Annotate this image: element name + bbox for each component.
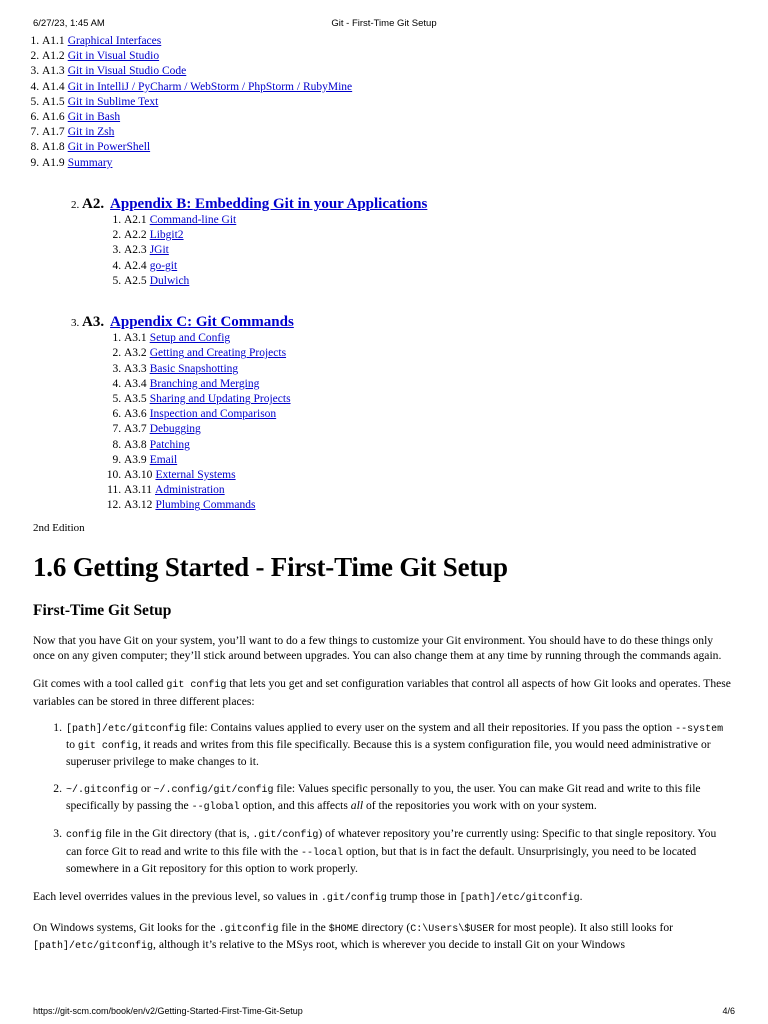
- inline-code: --local: [301, 847, 344, 859]
- toc-c-item-link[interactable]: Sharing and Updating Projects: [149, 393, 291, 406]
- toc-b-item-link[interactable]: Command-line Git: [149, 214, 237, 227]
- inline-code: ~/.config/git/config: [153, 784, 274, 796]
- toc-item: [42, 125, 768, 140]
- text-run: option, and this affects: [239, 799, 351, 813]
- text-run: , although it’s relative to the MSys root, which is wherever you decide to install Git on your Windows: [153, 937, 626, 951]
- toc-c-item-link[interactable]: Inspection and Comparison: [149, 408, 277, 421]
- toc-c-item-number: A3.5: [124, 393, 147, 406]
- toc-c-item-link[interactable]: Getting and Creating Projects: [149, 347, 287, 360]
- inline-code: .gitconfig: [218, 923, 279, 935]
- toc-a-item-number: A1.8: [42, 141, 65, 154]
- toc-c-item-link[interactable]: Email: [149, 453, 178, 466]
- toc-c-item-number: A3.1: [124, 332, 147, 345]
- toc-appendix-a-list: [22, 34, 768, 171]
- toc-major-list-b: [64, 197, 768, 289]
- text-run: ) of whatever repository you’re currently using: Specific to that single repository. You can force Git to read and write to this file with the: [66, 827, 717, 858]
- inline-code: .git/config: [320, 893, 387, 905]
- toc-b-item-number: A2.3: [124, 244, 147, 257]
- inline-code: --global: [191, 802, 240, 814]
- toc-a-item-link[interactable]: Git in IntelliJ / PyCharm / WebStorm / PhpStorm / RubyMine: [67, 80, 353, 93]
- toc-a-item-number: A1.9: [42, 156, 65, 169]
- text-run: option, but that is in fact the default. Unsurprisingly, you need to be located somewhere in a Git repository for this option to work properly.: [66, 844, 697, 875]
- text-run: On Windows systems, Git looks for the: [33, 920, 219, 934]
- toc-major-list-c: [64, 315, 768, 514]
- text-run: of the repositories you work with on your system.: [363, 799, 597, 813]
- toc-a-item-link[interactable]: Git in Bash: [67, 111, 121, 124]
- toc-item: [42, 156, 768, 171]
- toc-item: [124, 377, 768, 392]
- text-run: or: [138, 781, 154, 795]
- toc-c-item-number: A3.7: [124, 423, 147, 436]
- emphasis-text: all: [350, 799, 364, 813]
- toc-major-item-c: [82, 315, 768, 514]
- text-run: file in the: [278, 920, 329, 934]
- toc-item: [124, 483, 768, 498]
- toc-c-item-link[interactable]: Administration: [155, 484, 225, 497]
- toc-item: [124, 468, 768, 483]
- toc-a-item-number: A1.3: [42, 65, 65, 78]
- toc-c-item-link[interactable]: Debugging: [149, 423, 201, 436]
- inline-code: ~/.gitconfig: [66, 784, 139, 796]
- inline-code: [path]/etc/gitconfig: [66, 723, 187, 735]
- text-run: file in the Git directory (that is,: [102, 827, 253, 841]
- toc-b-item-number: A2.4: [124, 259, 147, 272]
- toc-c-link[interactable]: Appendix C: Git Commands: [110, 314, 294, 331]
- section-heading: First-Time Git Setup: [33, 601, 172, 619]
- text-run: .: [579, 890, 583, 904]
- text-run: file: Contains values applied to every user on the system and all their repositories. If you pass the option: [186, 720, 676, 734]
- toc-item: [42, 110, 768, 125]
- para2-inline-code: git config: [166, 680, 227, 692]
- text-run: to: [66, 738, 78, 752]
- toc-item: [42, 95, 768, 110]
- header-title: Git - First-Time Git Setup: [331, 18, 437, 29]
- config-locations-list: [0, 720, 768, 876]
- text-run: for most people). It also still looks for: [494, 920, 673, 934]
- inline-code: [path]/etc/gitconfig: [33, 940, 154, 952]
- page-content: [0, 34, 768, 954]
- toc-item: [42, 49, 768, 64]
- toc-c-item-link[interactable]: Branching and Merging: [149, 377, 260, 390]
- edition-label: 2nd Edition: [33, 521, 85, 534]
- header-timestamp: 6/27/23, 1:45 AM: [33, 18, 105, 29]
- toc-b-item-link[interactable]: Libgit2: [149, 229, 184, 242]
- list-item: [66, 826, 735, 876]
- paragraph-override: [33, 889, 735, 906]
- toc-c-label: [82, 314, 294, 330]
- toc-a-item-link[interactable]: Summary: [67, 156, 113, 169]
- footer-page-number: 4/6: [722, 1006, 735, 1016]
- toc-item: [124, 453, 768, 468]
- paragraph-git-config: [33, 676, 735, 709]
- toc-c-item-link[interactable]: Patching: [149, 438, 190, 451]
- toc-b-link[interactable]: Appendix B: Embedding Git in your Applications: [110, 195, 428, 212]
- toc-item: [124, 392, 768, 407]
- toc-a-item-link[interactable]: Graphical Interfaces: [67, 35, 162, 47]
- inline-code: git config: [77, 741, 138, 753]
- toc-b-item-number: A2.5: [124, 274, 147, 287]
- toc-a-item-link[interactable]: Git in Sublime Text: [67, 95, 159, 108]
- toc-item: [124, 274, 768, 289]
- toc-c-item-number: A3.11: [124, 484, 153, 497]
- toc-b-item-number: A2.2: [124, 229, 147, 242]
- paragraph-windows: [33, 920, 735, 955]
- toc-c-item-number: A3.12: [124, 499, 153, 512]
- toc-c-item-link[interactable]: External Systems: [155, 469, 236, 482]
- toc-item: [124, 498, 768, 513]
- toc-item: [42, 80, 768, 95]
- inline-code: --system: [675, 723, 724, 735]
- toc-a-item-link[interactable]: Git in Visual Studio Code: [67, 65, 187, 78]
- toc-a-item-link[interactable]: Git in Visual Studio: [67, 50, 160, 63]
- toc-item: [42, 34, 768, 49]
- toc-appendix-c-list: [104, 331, 768, 513]
- toc-b-item-number: A2.1: [124, 214, 147, 227]
- para2-text-a: Git comes with a tool called: [33, 677, 164, 691]
- toc-major-item-b: [82, 197, 768, 289]
- toc-a-item-number: A1.5: [42, 95, 65, 108]
- toc-c-item-number: A3.4: [124, 377, 147, 390]
- toc-b-item-link[interactable]: JGit: [149, 244, 169, 257]
- toc-a-item-number: A1.1: [42, 35, 65, 47]
- toc-a-item-number: A1.6: [42, 111, 65, 124]
- toc-item: [124, 422, 768, 437]
- toc-b-label: [82, 196, 427, 212]
- toc-c-item-link[interactable]: Setup and Config: [149, 332, 231, 345]
- toc-item: [124, 228, 768, 243]
- inline-code: .git/config: [252, 830, 319, 842]
- text-run: trump those in: [386, 890, 460, 904]
- toc-item: [124, 362, 768, 377]
- text-run: , it reads and writes from this file specifically. Because this is a system configuration file, you would need administrative or superuser privilege to make changes to it.: [66, 738, 711, 769]
- text-run: file: Values specific personally to you, the user. You can make Git read and write to this file specifically by passing the: [66, 781, 701, 813]
- toc-item: [42, 64, 768, 79]
- toc-c-item-number: A3.6: [124, 408, 147, 421]
- toc-c-item-link[interactable]: Basic Snapshotting: [149, 362, 239, 375]
- paragraph-intro: Now that you have Git on your system, you’ll want to do a few things to customize your Git environment. You should have to do these things only once on any given computer; they’ll stick around between upgrades. You can also change them at any time by running through the commands again.: [33, 633, 722, 662]
- list-item: [66, 720, 735, 770]
- toc-c-item-link[interactable]: Plumbing Commands: [155, 499, 256, 512]
- toc-b-item-link[interactable]: go-git: [149, 259, 178, 272]
- toc-item: [124, 243, 768, 258]
- toc-a-item-number: A1.4: [42, 80, 65, 93]
- inline-code: $HOME: [328, 923, 359, 935]
- text-run: directory (: [358, 920, 411, 934]
- toc-item: [124, 438, 768, 453]
- toc-c-item-number: A3.8: [124, 438, 147, 451]
- toc-item: [124, 346, 768, 361]
- toc-item: [124, 259, 768, 274]
- inline-code: [path]/etc/gitconfig: [459, 893, 580, 905]
- toc-b-number: A2.: [82, 195, 105, 212]
- toc-c-number: A3.: [82, 314, 105, 331]
- toc-a-item-link[interactable]: Git in PowerShell: [67, 141, 151, 154]
- page-title: 1.6 Getting Started - First-Time Git Setup: [33, 551, 508, 582]
- para2-text-b: that lets you get and set configuration variables that control all aspects of how Git looks and operates. These variables can be stored in three different places:: [33, 677, 731, 708]
- inline-code: C:\Users\$USER: [410, 923, 495, 935]
- toc-c-item-number: A3.9: [124, 453, 147, 466]
- toc-item: [124, 331, 768, 346]
- text-run: Each level overrides values in the previous level, so values in: [33, 890, 321, 904]
- toc-item: [124, 407, 768, 422]
- toc-a-item-number: A1.2: [42, 50, 65, 63]
- toc-c-item-number: A3.2: [124, 347, 147, 360]
- toc-a-item-link[interactable]: Git in Zsh: [67, 126, 115, 139]
- inline-code: config: [66, 830, 103, 842]
- toc-b-item-link[interactable]: Dulwich: [149, 274, 190, 287]
- footer-url: https://git-scm.com/book/en/v2/Getting-Started-First-Time-Git-Setup: [33, 1006, 303, 1016]
- toc-appendix-b-list: [104, 213, 768, 289]
- toc-c-item-number: A3.3: [124, 362, 147, 375]
- toc-item: [124, 213, 768, 228]
- toc-c-item-number: A3.10: [124, 469, 153, 482]
- list-item: [66, 781, 735, 816]
- toc-a-item-number: A1.7: [42, 126, 65, 139]
- toc-item: [42, 140, 768, 155]
